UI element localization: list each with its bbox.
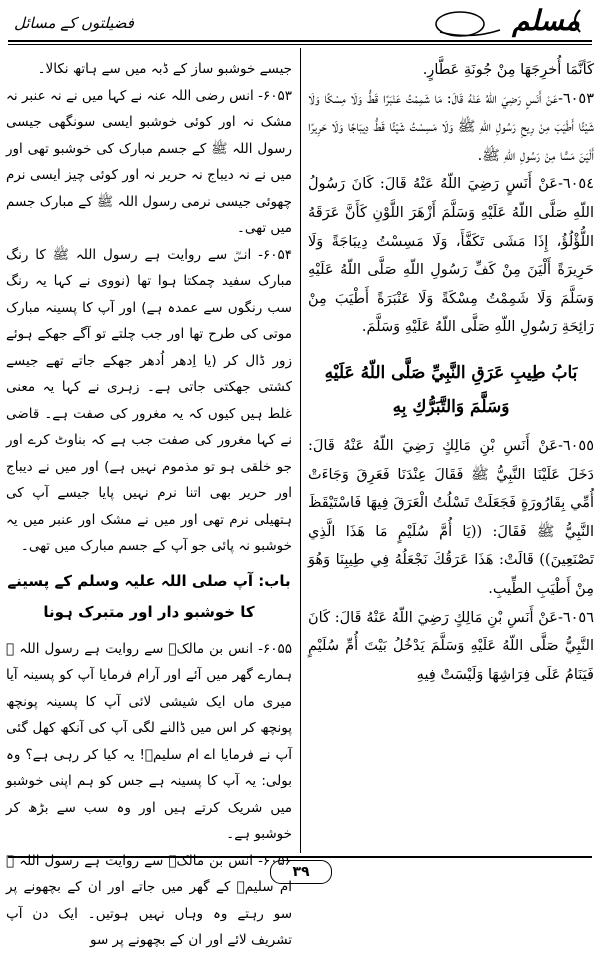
column-divider	[300, 48, 301, 853]
chapter-heading-arabic: بَابُ طِيبِ عَرَقِ النَّبِيِّ صَلَّى اللّهُ عَلَيْهِ وَسَلَّمَ وَالتَّبَرُّكِ بِهِ	[324, 362, 578, 417]
chapter-heading-urdu	[6, 566, 292, 628]
page-number: ۳۹	[270, 860, 332, 884]
header-rule-thin	[8, 44, 592, 45]
hadith-6053-urdu: ۶۰۵۳- انس رضی اللہ عنہ نے کہا میں نے نہ عنبر نہ مشک نہ اور کوئی خوشبو ایسی سونگھی جیسی رسول اللہ ﷺ کے جسم مبارک کی خوشبو تھی اور میں نے نہ دیباج نہ حریر نہ اور کوئی چیز ایسی نرم چھوئی جیسی نرمی رسول اللہ ﷺ کے مبارک جسم میں تھی۔	[6, 87, 292, 236]
hadith-6055-arabic: ٦٠٥٥-عَنْ أَنَسِ بْنِ مَالِكٍ رَضِيَ اللّهُ عَنْهُ قَالَ: دَخَلَ عَلَيْنَا النَّبِيُّ ﷺ فَقَالَ عِنْدَنَا فَعَرِقَ وَجَاءَتْ أُمِّي بِقَارُورَةٍ فَجَعَلَتْ تَسْلُتُ الْعَرَقَ فِيهَا فَاسْتَيْقَظَ النَّبِيُّ ﷺ فَقَالَ: ((يَا أُمَّ سُلَيْمٍ مَا هَذَا الَّذِي تَصْنَعِينَ)) قَالَتْ: هَذَا عَرَقُكَ نَجْعَلُهُ فِي طِيبِنَا وَهُوَ مِنْ أَطْيَبِ الطِّيبِ.	[308, 437, 594, 597]
hadith-6053-arabic: ٦٠٥٣-عَنْ أَنَسٍ رَضِيَ اللّهُ عَنْهُ قَالَ: مَا شَمِمْتُ عَنْبَرًا قَطُّ وَلَا مِسْكًا وَلَا شَيْئًا أَطْيَبَ مِنْ رِيحِ رَسُولِ اللّهِ ﷺ وَلَا مَسِسْتُ شَيْئًا قَطُّ دِيبَاجًا وَلَا حَرِيرًا أَلْيَنَ مَسًّا مِنْ رَسُولِ اللّهِ ﷺ.	[308, 90, 594, 164]
hadith-6054-urdu: ۶۰۵۴- انسؓ سے روایت ہے رسول اللہ ﷺ کا رنگ مبارک سفید چمکتا ہوا تھا (نووی نے کہا یہ رنگ سب رنگوں سے عمدہ ہے) اور آپ کا پسینہ مبارک موتی کی طرح تھا اور جب چلتے تو آگے جھکے ہوئے زور ڈال کر (یا اِدھر اُدھر جھکے جاتے تھے جیسے کشتی جھکتی جاتی ہے۔ زہری نے کہا یہ معنی غلط ہیں کیوں کہ یہ مغرور کی صفت ہے۔ قاضی نے کہا مغرور کی صفت جب ہے کہ بناوٹ کرے اور جو خلقی ہو تو مذموم نہیں ہے) اور میں نے دیباج اور حریر بھی اتنا نرم نہیں پایا جیسے آپ کی ہتھیلی نرم تھی اور میں نے مشک اور عنبر میں یہ خوشبو نہ پائی جو آپ کے جسم مبارک میں تھی۔	[6, 246, 292, 554]
arabic-text-continuation: كَأنَّمَا أُخرِجَهَا مِنْ جُونَةِ عَطَّارٍ.	[422, 62, 594, 78]
page-header	[8, 6, 592, 44]
chapter-heading-urdu-line1: باب: آپ صلی اللہ علیہ وسلم کے پسینے	[7, 571, 291, 590]
arabic-column	[308, 56, 594, 689]
header-rule	[8, 40, 592, 42]
urdu-column	[6, 56, 292, 954]
book-logo	[430, 6, 590, 40]
hadith-6056-urdu: ۶۰۵۶- انس بن مالکؓ سے روایت ہے رسول اللہ ﷺ ام سلیمؓ کے گھر میں جاتے اور ان کے بچھونے پر سو رہتے وہ وہاں نہیں ہوتیں۔ ایک دن آپ تشریف لائے اور ان کے بچھونے پر سو	[6, 852, 292, 948]
hadith-6055-urdu: ۶۰۵۵- انس بن مالکؓ سے روایت ہے رسول اللہ ﷺ ہمارے گھر میں آئے اور آرام فرمایا آپ کو پسینہ آیا میری ماں ایک شیشی لائی آپ کا پسینہ پونچھ پونچھ کر اس میں ڈالنے لگی آپ کی آنکھ کھل گئی آپ نے فرمایا اے ام سلیمؓ! یہ کیا کر رہی ہے؟ وہ بولی: یہ آپ کا پسینہ ہے جس کو ہم اپنی خوشبو میں شریک کرتے ہیں اور وہ سب سے بڑھ کر خوشبو ہے۔	[6, 640, 292, 842]
footer-rule	[8, 856, 592, 858]
running-title: فضیلتوں کے مسائل	[14, 14, 134, 32]
hadith-6056-arabic: ٦٠٥٦-عَنْ أَنَسِ بْنِ مَالِكٍ رَضِيَ اللّهُ عَنْهُ قَالَ: كَانَ النَّبِيُّ صَلَّى اللّهُ عَلَيْهِ وَسَلَّمَ يَدْخُلُ بَيْتَ أُمِّ سُلَيْمٍ فَيَنَامُ عَلَى فِرَاشِهَا وَلَيْسَتْ فِيهِ	[308, 609, 594, 683]
logo-text: مسلم	[512, 4, 580, 37]
chapter-heading-urdu-line2: کا خوشبو دار اور متبرک ہونا	[43, 602, 255, 621]
urdu-text-continuation: جیسے خوشبو ساز کے ڈبہ میں سے ہاتھ نکالا۔	[37, 61, 292, 77]
hadith-6054-arabic: ٦٠٥٤-عَنْ أَنَسٍ رَضِيَ اللّهُ عَنْهُ قَالَ: كَانَ رَسُولُ اللّهِ صَلَّى اللّهُ عَلَيْهِ وَسَلَّمَ أَزْهَرَ اللَّوْنِ كَأَنَّ عَرَقَهُ اللُّؤْلُؤُ، إِذَا مَشَى تَكَفَّأَ، وَلَا مَسِسْتُ دِيبَاجَةً وَلَا حَرِيرَةً أَلْيَنَ مِنْ كَفِّ رَسُولِ اللّهِ صَلَّى اللّهُ عَلَيْهِ وَسَلَّمَ وَلَا شَمِمْتُ مِسْكَةً وَلَا عَنْبَرَةً أَطْيَبَ مِنْ رَائِحَةِ رَسُولِ اللّهِ صَلَّى اللّهُ عَلَيْهِ وَسَلَّمَ.	[308, 176, 594, 336]
